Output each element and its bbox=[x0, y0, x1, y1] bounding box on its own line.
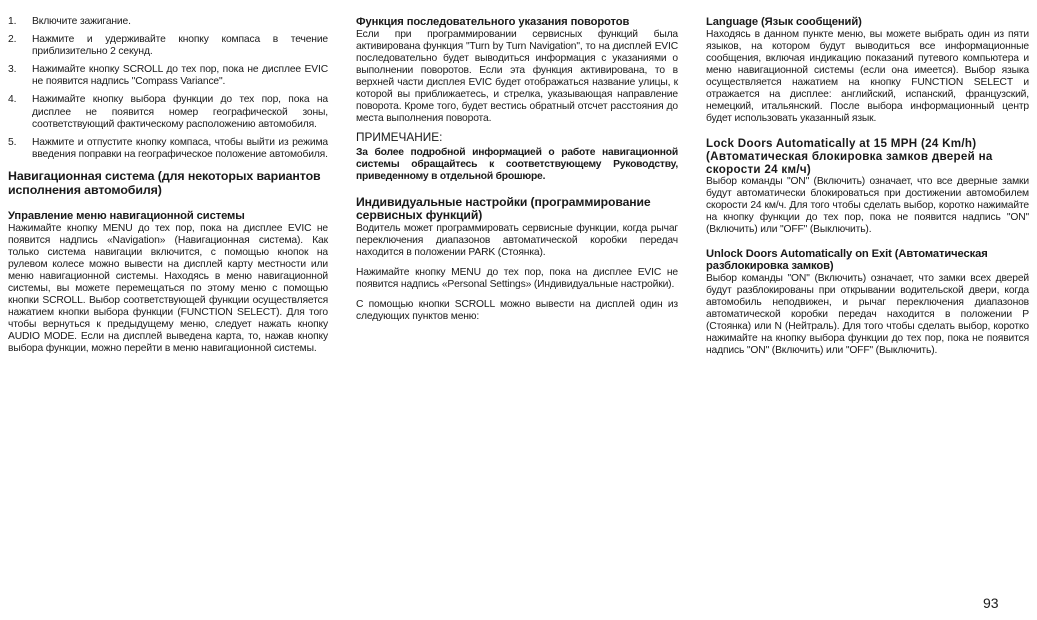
step-text: Нажмите и отпустите кнопку компаса, чтобы выйти из режима введения поправки на географическое положение автомобиля. bbox=[32, 136, 328, 160]
step-item bbox=[8, 34, 328, 58]
column-right bbox=[706, 16, 1029, 357]
section-heading-personal-settings: Индивидуальные настройки (программирование сервисных функций) bbox=[356, 194, 651, 223]
step-item bbox=[8, 16, 328, 28]
step-text: Нажмите и удерживайте кнопку компаса в течение приблизительно 2 секунд. bbox=[32, 34, 328, 58]
column-middle bbox=[356, 16, 678, 323]
step-text: Нажимайте кнопку SCROLL до тех пор, пока не дисплее EVIC не появится надпись "Compass Variance". bbox=[32, 64, 328, 88]
lock-doors-paragraph: Выбор команды "ON" (Включить) означает, что все дверные замки будут автоматически блокироваться при достижении автомобилем скорости 24 км/ч. Для того чтобы сделать выбор, коротко нажимайте на кнопку функции до тех пор, пока не появится надпись "ON" (Включить) или "OFF" (Выключить). bbox=[706, 175, 1029, 235]
turn-by-turn-paragraph: Если при программировании сервисных функций была активирована функция "Turn by Turn Navigation", то на дисплей EVIC последовательно будет выводиться информация с указаниями о выполнении поворотов. Если эта функция активирована, то в верхней части дисплея EVIC будет отображаться название улицы, к которой вы приближаетесь, и стрелка, указывающая направление поворота. Кроме того, будет вестись обратный отсчет расстояния до места выполнения поворота. bbox=[356, 28, 678, 124]
steps-list bbox=[8, 16, 328, 161]
step-text: Включите зажигание. bbox=[32, 16, 131, 27]
column-left bbox=[8, 16, 328, 355]
step-number: 5. bbox=[8, 136, 17, 148]
page-number: 93 bbox=[983, 595, 999, 611]
step-number: 4. bbox=[8, 94, 17, 106]
language-paragraph: Находясь в данном пункте меню, вы можете выбрать один из пяти языков, на котором будут выводиться все информационные сообщения, включая индикацию показаний путевого компьютера и меню навигационной системы (если она имеется). Выбор языка осуществляется нажатием на кнопку FUNCTION SELECT и отражается на дисплее: английский, испанский, французский, немецкий, итальянский. После выбора информационный центр будет использовать указанный язык. bbox=[706, 28, 1029, 124]
personal-settings-paragraph-2: Нажимайте кнопку MENU до тех пор, пока на дисплее EVIC не появится надпись «Personal Settings» (Индивидуальные настройки). bbox=[356, 266, 678, 290]
step-item bbox=[8, 64, 328, 88]
nav-menu-paragraph: Нажимайте кнопку MENU до тех пор, пока на дисплее EVIC не появится надпись «Navigation» (Навигационная система). Как только система навигации включится, с помощью кнопок на рулевом колесе можно вывести на дисплей карту местности или меню навигационной системы. Находясь в меню навигационной системы, вы можете перемещаться по этому меню с помощью кнопки SCROLL. Выбор соответствующей функции осуществляется нажатием кнопки выбора функции (FUNCTION SELECT). Для того чтобы вернуться к предыдущему меню, следует нажать кнопку AUDIO MODE. Если на дисплей выведена карта, то, нажав кнопку выбора функции, можно перейти в меню навигационной системы. bbox=[8, 222, 328, 354]
unlock-doors-paragraph: Выбор команды "ON" (Включить) означает, что замки всех дверей будут разблокированы при открывании водительской двери, когда автомобиль неподвижен, и рычаг переключения диапазонов автоматической коробки передач находится в положении P (Стоянка) или N (Нейтраль). Для того чтобы сделать выбор, коротко нажимайте на кнопку выбора функции до тех пор, пока не появится надпись "ON" (Включить) или "OFF" (Выключить). bbox=[706, 272, 1029, 356]
section-heading-language: Language (Язык сообщений) bbox=[706, 16, 862, 28]
personal-settings-paragraph-1: Водитель может программировать сервисные функции, когда рычаг переключения диапазонов автоматической коробки передач находится в положении PARK (Стоянка). bbox=[356, 222, 678, 258]
step-number: 2. bbox=[8, 34, 17, 46]
subsection-heading-nav-menu: Управление меню навигационной системы bbox=[8, 209, 245, 222]
step-text: Нажимайте кнопку выбора функции до тех пор, пока на дисплее не появится номер географической зоны, соответствующий фактическому расположению автомобиля. bbox=[32, 94, 328, 130]
section-heading-turn-by-turn: Функция последовательного указания поворотов bbox=[356, 16, 630, 28]
note-heading: ПРИМЕЧАНИЕ: bbox=[356, 129, 443, 144]
step-item bbox=[8, 94, 328, 130]
section-heading-navigation: Навигационная система (для некоторых вариантов исполнения автомобиля) bbox=[8, 168, 321, 197]
step-number: 1. bbox=[8, 16, 17, 27]
step-item bbox=[8, 137, 328, 161]
personal-settings-paragraph-3: С помощью кнопки SCROLL можно вывести на дисплей один из следующих пунктов меню: bbox=[356, 298, 678, 322]
section-heading-unlock-doors: Unlock Doors Automatically on Exit (Автоматическая разблокировка замков) bbox=[706, 247, 988, 273]
note-text: За более подробной информацией о работе навигационной системы обращайтесь к соответствующему Руководству, приведенному в отдельной брошюре. bbox=[356, 146, 678, 182]
section-heading-lock-doors: Lock Doors Automatically at 15 MPH (24 Km/h) (Автоматическая блокировка замков дверей на скорости 24 км/ч) bbox=[706, 136, 993, 176]
step-number: 3. bbox=[8, 64, 17, 76]
